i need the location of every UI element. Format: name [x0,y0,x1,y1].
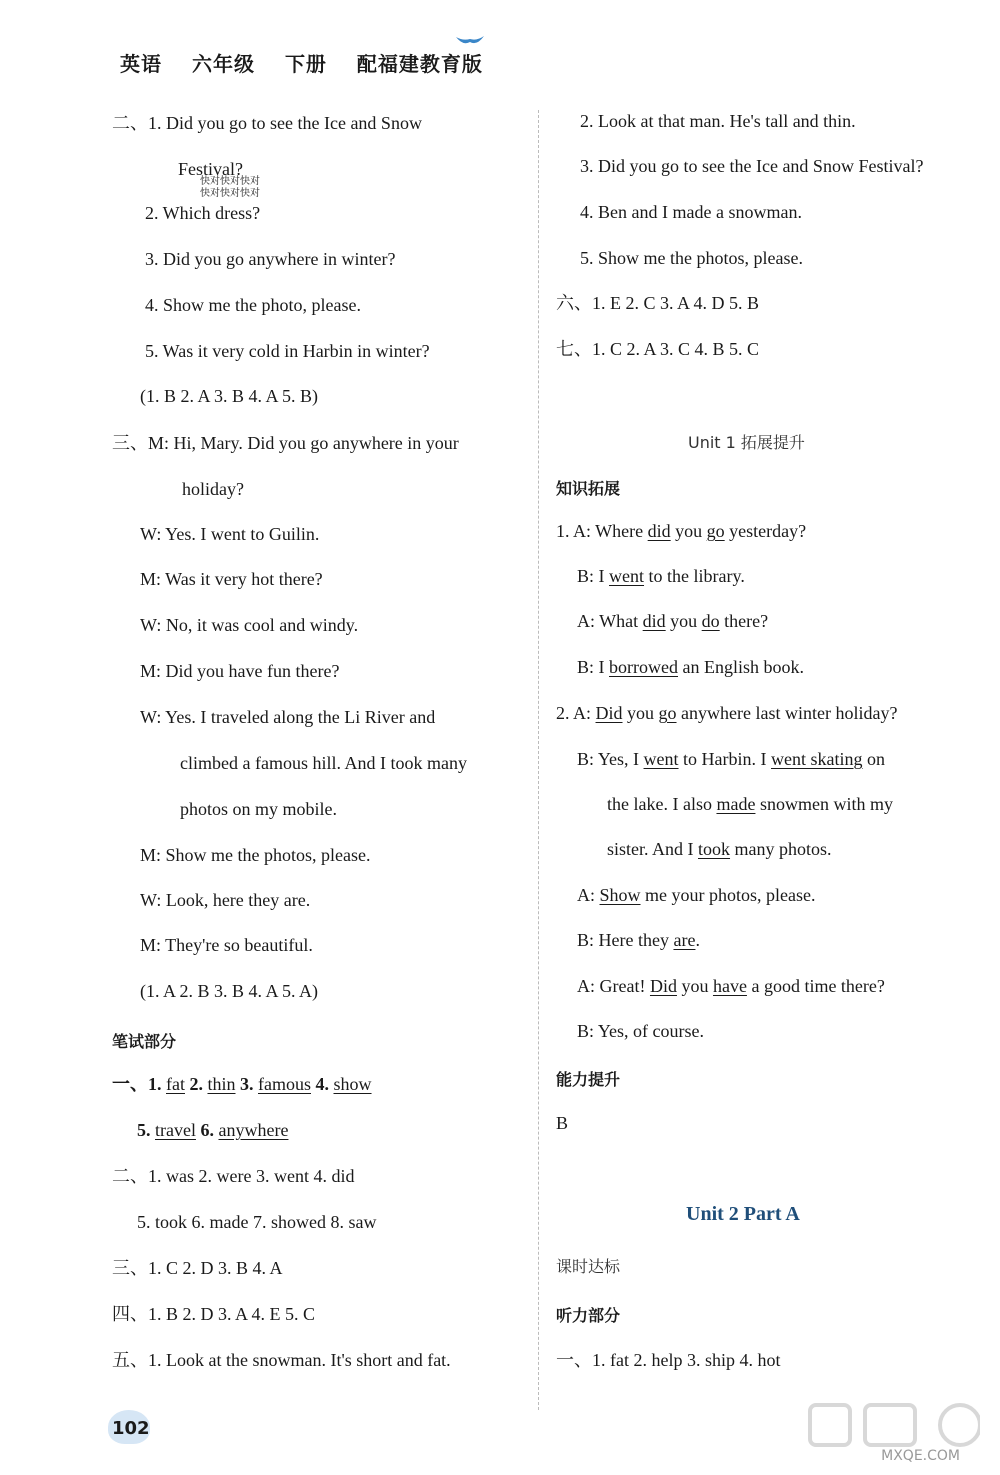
section-ability: 能力提升 [556,1070,621,1089]
right-line-4: 六、1. E 2. C 3. A 4. D 5. B [556,293,760,313]
unit2-subheading: 课时达标 [556,1257,621,1276]
dialog-line-0: 1. A: Where did you go yesterday? [556,521,807,541]
unit1-heading: Unit 1 拓展提升 [688,433,805,452]
left-line-0: 二、1. Did you go to see the Ice and Snow [112,113,422,133]
right-line-6: B [556,1113,569,1133]
dialog-line-11: B: Yes, of course. [577,1021,705,1041]
left-line-10: M: Was it very hot there? [140,569,323,589]
page-header [120,48,505,77]
dialog-line-2: A: What did you do there? [577,611,769,631]
dialog-line-1: B: I went to the library. [577,566,745,586]
dialog-line-6: the lake. I also made snowmen with my [607,794,893,814]
listening-line: 一、1. fat 2. help 3. ship 4. hot [556,1350,781,1370]
dialog-line-9: B: Here they are. [577,930,700,950]
left-line-18: M: They're so beautiful. [140,935,313,955]
grade: 六年级 [191,52,255,76]
left-line-24: 五、1. Look at the snowman. It's short and fat. [112,1350,451,1370]
dialog-line-8: A: Show me your photos, please. [577,885,816,905]
column-divider [538,110,539,1410]
left-line-2: 2. Which dress? [145,203,261,223]
left-line-1: Festival? [178,159,243,179]
written-line-1a: 一、1. fat 2. thin 3. famous 4. show [112,1074,372,1094]
dialog-line-7: sister. And I took many photos. [607,839,832,859]
right-line-2: 4. Ben and I made a snowman. [580,202,802,222]
left-line-11: W: No, it was cool and windy. [140,615,359,635]
left-line-4: 4. Show me the photo, please. [145,295,361,315]
left-line-14: climbed a famous hill. And I took many [180,753,467,773]
section-knowledge: 知识拓展 [556,479,621,498]
left-line-7: 三、M: Hi, Mary. Did you go anywhere in your [112,433,459,453]
left-line-15: photos on my mobile. [180,799,337,819]
written-line-1b: 5. travel 6. anywhere [137,1120,289,1140]
left-line-13: W: Yes. I traveled along the Li River and [140,707,436,727]
left-line-12: M: Did you have fun there? [140,661,340,681]
left-line-5: 5. Was it very cold in Harbin in winter? [145,341,430,361]
edition: 配福建教育版 [356,52,483,76]
left-line-17: W: Look, here they are. [140,890,311,910]
left-line-23: 四、1. B 2. D 3. A 4. E 5. C [112,1304,316,1324]
left-line-6: (1. B 2. A 3. B 4. A 5. B) [140,386,319,406]
right-line-0: 2. Look at that man. He's tall and thin. [580,111,856,131]
left-line-9: W: Yes. I went to Guilin. [140,524,320,544]
volume: 下册 [284,52,327,76]
left-line-21: 5. took 6. made 7. showed 8. saw [137,1212,377,1232]
right-line-3: 5. Show me the photos, please. [580,248,803,268]
section-listening: 听力部分 [556,1306,621,1325]
bird-icon [455,34,485,48]
section-written: 笔试部分 [112,1032,177,1051]
subject: 英语 [120,52,162,76]
left-line-16: M: Show me the photos, please. [140,845,371,865]
page-number: 102 [112,1418,150,1439]
dialog-line-4: 2. A: Did you go anywhere last winter holiday? [556,703,898,723]
left-line-20: 二、1. was 2. were 3. went 4. did [112,1166,355,1186]
right-line-5: 七、1. C 2. A 3. C 4. B 5. C [556,339,760,359]
right-line-1: 3. Did you go to see the Ice and Snow Festival? [580,156,924,176]
unit2-heading: Unit 2 Part A [686,1203,800,1225]
dialog-line-5: B: Yes, I went to Harbin. I went skating on [577,749,886,769]
dialog-line-3: B: I borrowed an English book. [577,657,804,677]
left-line-22: 三、1. C 2. D 3. B 4. A [112,1258,283,1278]
dialog-line-10: A: Great! Did you have a good time there? [577,976,885,996]
watermark-text: MXQE.COM [881,1448,960,1464]
left-line-8: holiday? [182,479,244,499]
left-line-19: (1. A 2. B 3. B 4. A 5. A) [140,981,319,1001]
left-line-3: 3. Did you go anywhere in winter? [145,249,396,269]
festival-note: 快对快对快对 快对快对快对 [200,176,260,199]
